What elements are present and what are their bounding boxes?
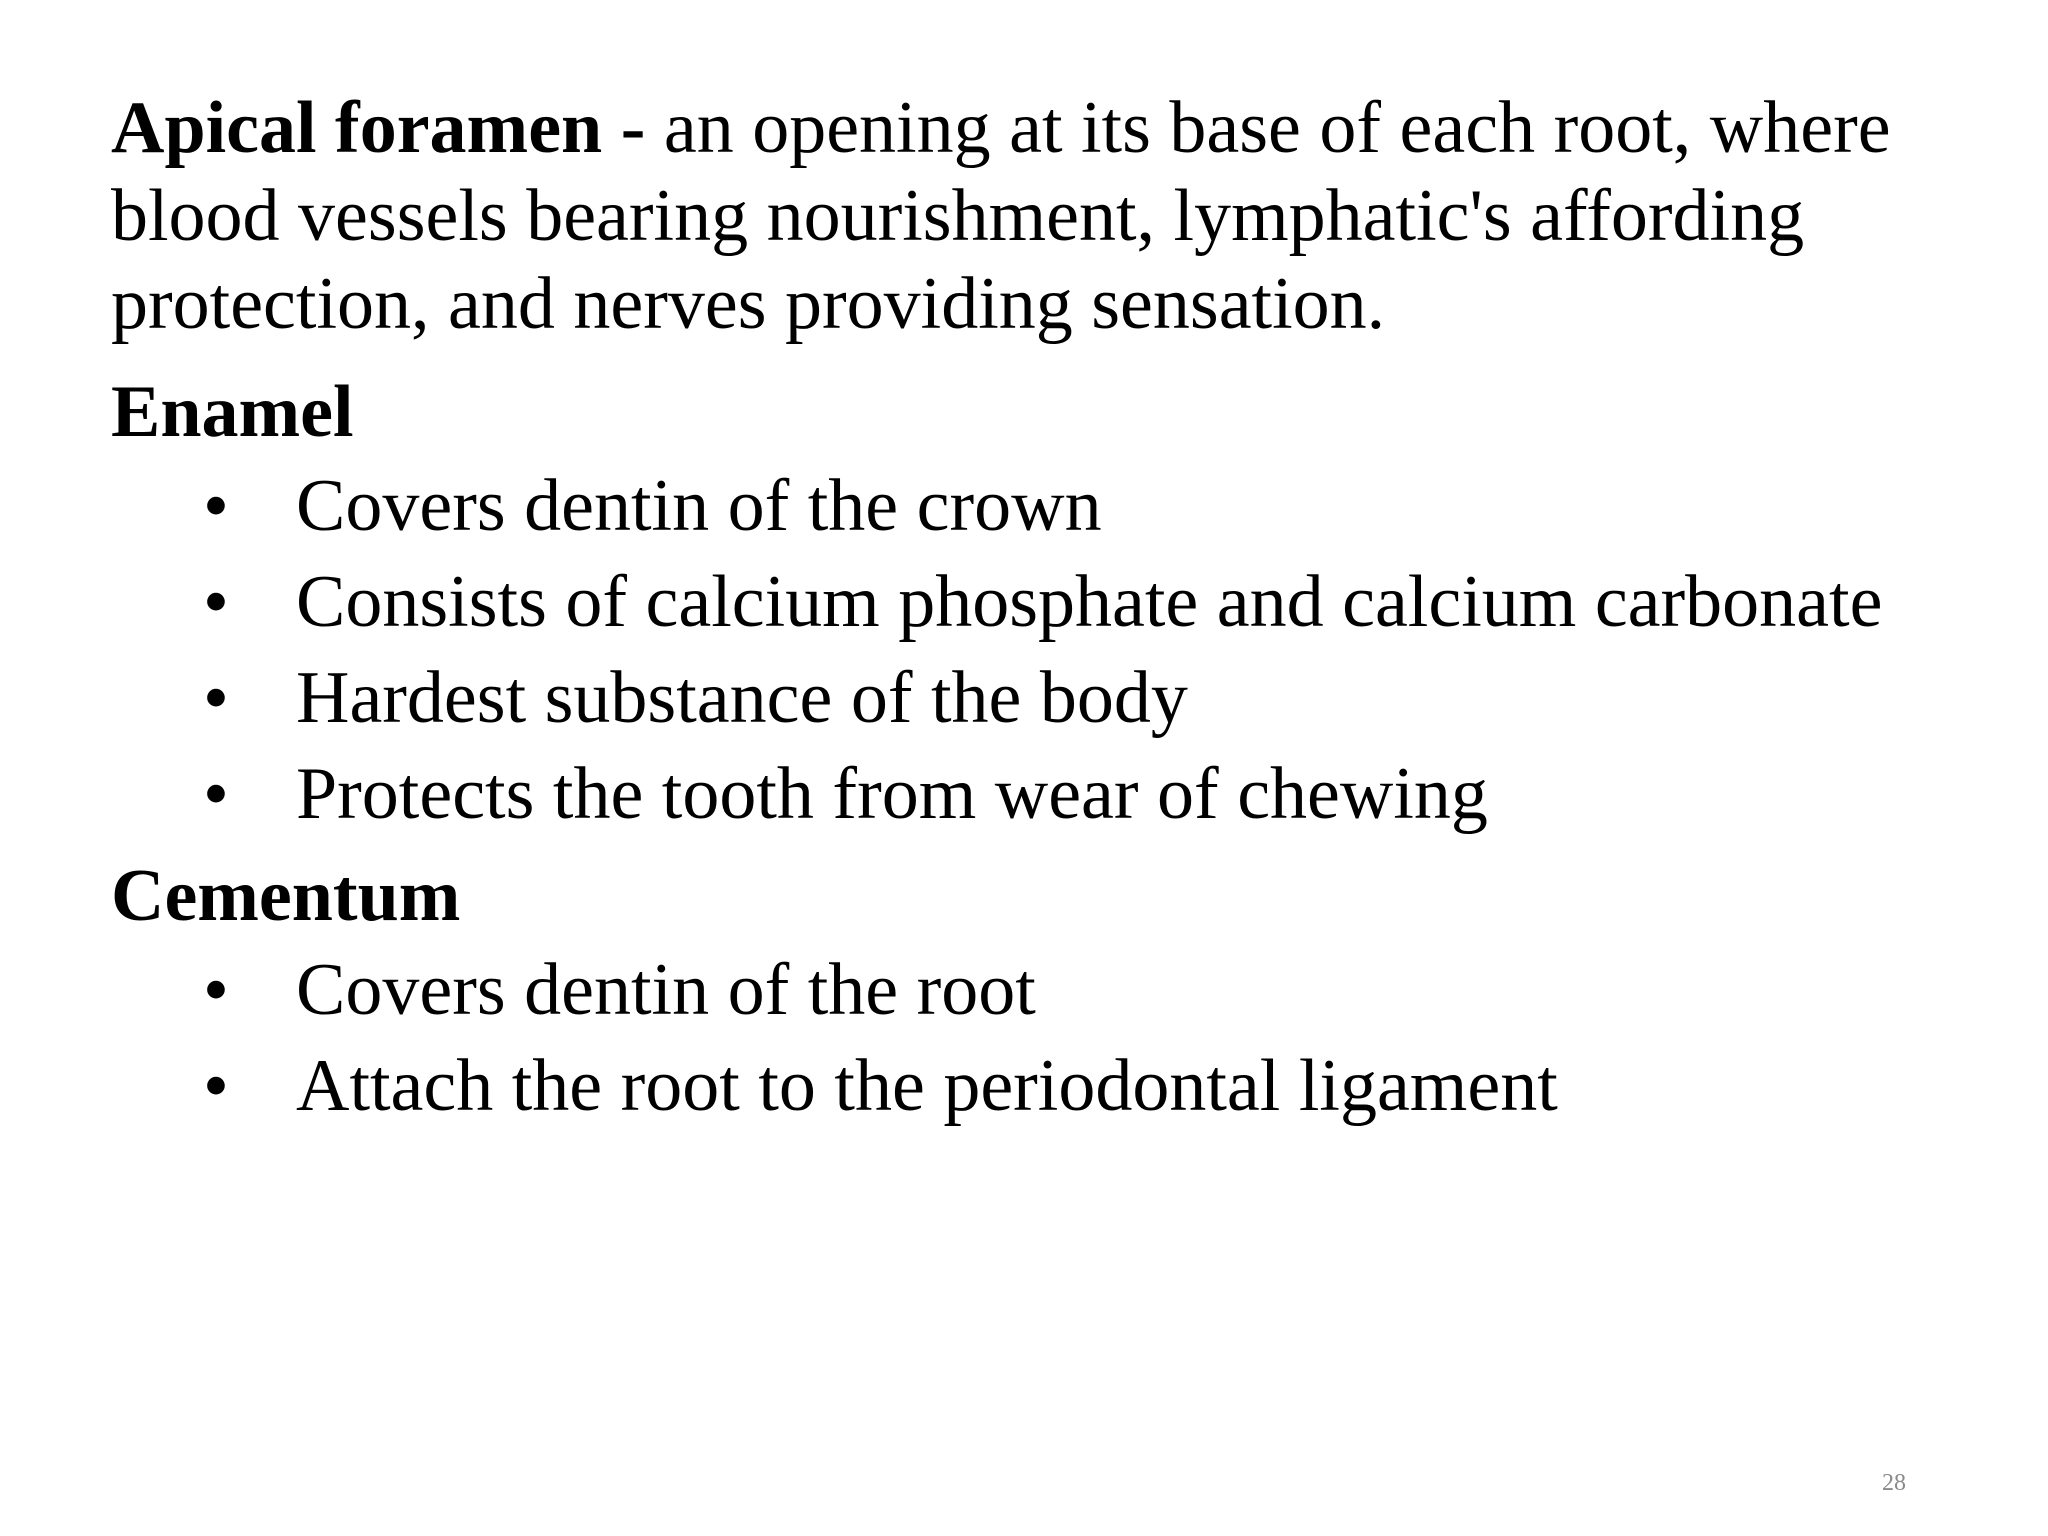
list-item-text: Covers dentin of the root <box>296 949 1036 1031</box>
list-item <box>111 558 1931 646</box>
list-item <box>111 654 1931 742</box>
page-number: 28 <box>1882 1470 1906 1496</box>
bullet-icon: • <box>203 1045 229 1127</box>
bullet-icon: • <box>203 753 229 835</box>
apical-foramen-definition: an opening at its base of each root, where blood vessels bearing nourishment, lymphatic's affording protection, and nerves providing sensation. <box>111 87 1891 345</box>
bullet-icon: • <box>203 949 229 1031</box>
list-item-text: Hardest substance of the body <box>296 657 1188 739</box>
apical-foramen-term: Apical foramen - <box>111 87 646 169</box>
list-item-text: Covers dentin of the crown <box>296 465 1102 547</box>
list-item-text: Consists of calcium phosphate and calcium carbonate <box>296 561 1883 643</box>
list-item <box>111 946 1931 1034</box>
bullet-icon: • <box>203 561 229 643</box>
cementum-list <box>111 946 1931 1130</box>
enamel-heading: Enamel <box>111 371 354 453</box>
slide-content <box>111 84 1931 1138</box>
enamel-list <box>111 462 1931 838</box>
list-item-text: Attach the root to the periodontal ligament <box>296 1045 1558 1127</box>
bullet-icon: • <box>203 657 229 739</box>
list-item-text: Protects the tooth from wear of chewing <box>296 753 1488 835</box>
list-item <box>111 462 1931 550</box>
cementum-heading: Cementum <box>111 855 461 937</box>
list-item <box>111 750 1931 838</box>
apical-foramen-paragraph <box>111 84 1931 348</box>
list-item <box>111 1042 1931 1130</box>
bullet-icon: • <box>203 465 229 547</box>
